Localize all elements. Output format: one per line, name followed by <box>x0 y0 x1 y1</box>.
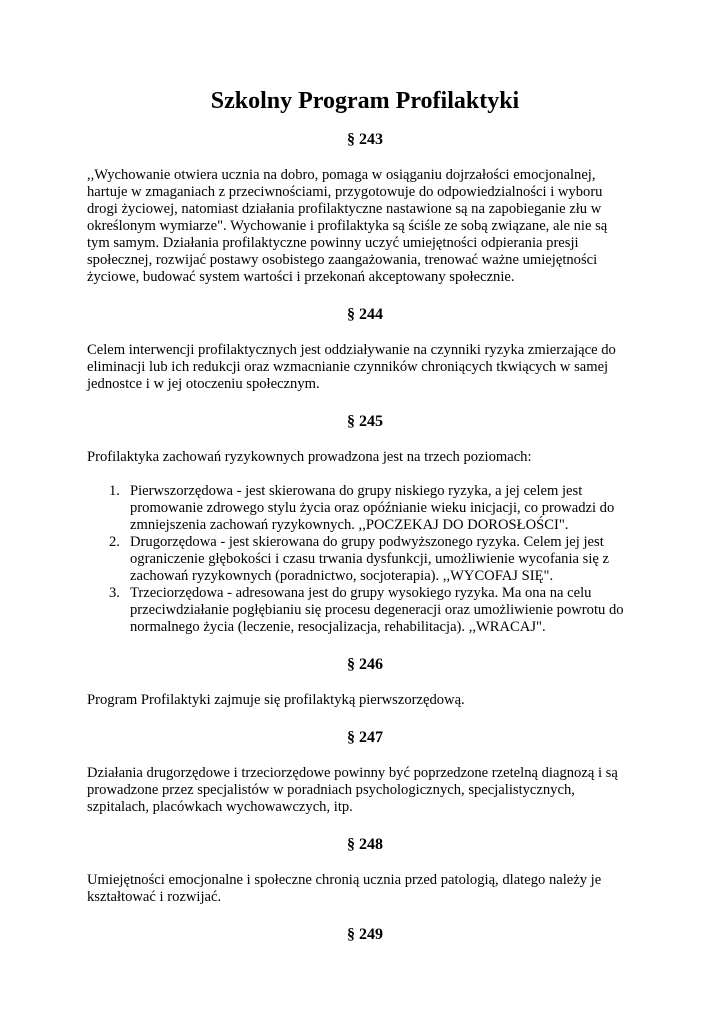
section-heading-244: § 244 <box>347 306 383 323</box>
section-244-paragraph: Celem interwencji profilaktycznych jest oddziaływanie na czynniki ryzyka zmierzające do eliminacji lub ich redukcji oraz wzmacnianie czynników chroniących tkwiących w samej jednostce i w jej otoczeniu społecznym. <box>87 342 616 392</box>
section-heading-246: § 246 <box>347 656 383 673</box>
section-heading-248: § 248 <box>347 836 383 853</box>
section-heading-243: § 243 <box>347 131 383 148</box>
section-243-paragraph: ,,Wychowanie otwiera ucznia na dobro, pomaga w osiąganiu dojrzałości emocjonalnej, hartuje w zmaganiach z przeciwnościami, przygotowuje do odpowiedzialności i wyboru drogi życiowej, natomiast działania profilaktyczne nastawione są na zapobieganie złu w określonym wymiarze". Wychowanie i profilaktyka są ściśle ze sobą związane, ale nie są tym samym. Działania profilaktyczne powinny uczyć umiejętności odpierania presji społecznej, rozwijać postawy osobistego zaangażowania, trenować ważne umiejętności życiowe, budować system wartości i przekonań akceptowany społecznie. <box>87 167 608 285</box>
list-item-number: 2. <box>109 534 120 550</box>
document-title: Szkolny Program Profilaktyki <box>210 88 520 114</box>
section-247-paragraph: Działania drugorzędowe i trzeciorzędowe powinny być poprzedzone rzetelną diagnozą i są prowadzone przez specjalistów w poradniach psychologicznych, specjalistycznych, szpitalach, placówkach wychowawczych, itp. <box>87 765 618 815</box>
section-heading-245: § 245 <box>347 413 383 430</box>
section-248-paragraph: Umiejętności emocjonalne i społeczne chronią ucznia przed patologią, dlatego należy je kształtować i rozwijać. <box>87 872 602 905</box>
section-heading-249: § 249 <box>347 926 383 943</box>
section-heading-247: § 247 <box>347 729 383 746</box>
document-page <box>87 86 643 945</box>
section-245-paragraph: Profilaktyka zachowań ryzykownych prowadzona jest na trzech poziomach: <box>87 449 532 465</box>
list-item-number: 1. <box>109 483 120 499</box>
section-246-paragraph: Program Profilaktyki zajmuje się profilaktyką pierwszorzędową. <box>87 692 465 708</box>
list-item-number: 3. <box>109 585 120 601</box>
list-item <box>87 534 643 585</box>
list-item-text: Trzeciorzędowa - adresowana jest do grupy wysokiego ryzyka. Ma ona na celu przeciwdziałanie pogłębianiu się procesu degeneracji oraz umożliwienie powrotu do normalnego życia (leczenie, resocjalizacja, rehabilitacja). ,,WRACAJ". <box>130 585 624 635</box>
list-item <box>87 585 643 636</box>
list-item-text: Pierwszorzędowa - jest skierowana do grupy niskiego ryzyka, a jej celem jest promowanie zdrowego stylu życia oraz opóźnianie wieku inicjacji, co prowadzi do zmniejszenia zachowań ryzykownych. ,,POCZEKAJ DO DOROSŁOŚCI". <box>130 483 615 533</box>
list-item-text: Drugorzędowa - jest skierowana do grupy podwyższonego ryzyka. Celem jej jest ograniczenie głębokości i czasu trwania dysfunkcji, umożliwienie wycofania się z zachowań ryzykownych (poradnictwo, socjoterapia). ,,WYCOFAJ SIĘ". <box>130 534 609 584</box>
list-item <box>87 483 643 534</box>
prevention-levels-list <box>87 483 643 636</box>
